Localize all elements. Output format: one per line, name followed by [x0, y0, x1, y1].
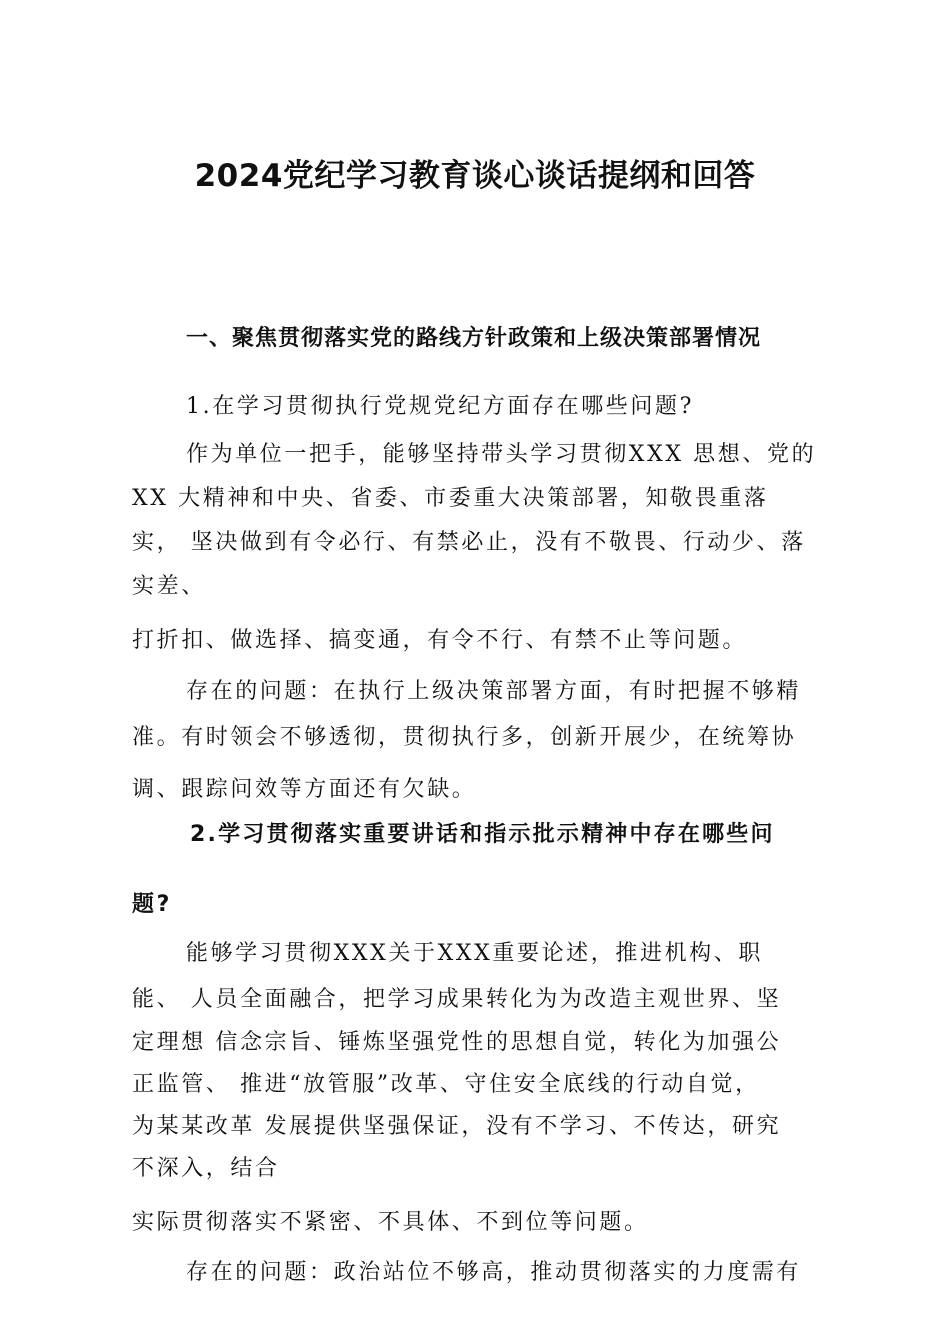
answer-2-line: 定理想 信念宗旨、锤炼坚强党性的思想自觉，转化为加强公 [132, 1030, 782, 1055]
problem-2-line: 存在的问题：政治站位不够高，推动贯彻落实的力度需有 [186, 1260, 802, 1285]
problem-1-line: 准。有时领会不够透彻，贯彻执行多，创新开展少，在统筹协 [132, 725, 797, 750]
section-heading: 一、聚焦贯彻落实党的路线方针政策和上级决策部署情况 [186, 326, 762, 351]
answer-2-line: 实际贯彻落实不紧密、不具体、不到位等问题。 [132, 1210, 649, 1235]
answer-1-line: 作为单位一把手，能够坚持带头学习贯彻XXX 思想、党的 [186, 442, 817, 467]
problem-1-line: 调、跟踪问效等方面还有欠缺。 [132, 777, 477, 802]
answer-1-line: 实， 坚决做到有令必行、有禁必止，没有不敬畏、行动少、落 [132, 530, 806, 555]
question-1: 1.在学习贯彻执行党规党纪方面存在哪些问题? [186, 394, 694, 419]
question-2-line: 题? [132, 892, 172, 917]
answer-2-line: 不深入，结合 [132, 1156, 280, 1181]
answer-2-line: 正监管、 推进“放管服”改革、守住安全底线的行动自觉， [132, 1072, 760, 1097]
answer-2-line: 能够学习贯彻XXX关于XXX重要论述，推进机构、职 [186, 941, 763, 966]
answer-1-line: 打折扣、做选择、搞变通，有令不行、有禁不止等问题。 [132, 628, 748, 653]
problem-1-line: 存在的问题：在执行上级决策部署方面，有时把握不够精 [186, 679, 802, 704]
answer-2-line: 为某某改革 发展提供坚强保证，没有不学习、不传达，研究 [132, 1114, 782, 1139]
answer-2-line: 能、 人员全面融合，把学习成果转化为为改造主观世界、坚 [132, 987, 782, 1012]
document-title: 2024党纪学习教育谈心谈话提纲和回答 [194, 158, 756, 194]
answer-1-line: 实差、 [132, 574, 206, 599]
answer-1-line: XX 大精神和中央、省委、市委重大决策部署，知敬畏重落 [132, 486, 769, 511]
question-2-line: 2.学习贯彻落实重要讲话和指示批示精神中存在哪些问 [190, 822, 775, 847]
